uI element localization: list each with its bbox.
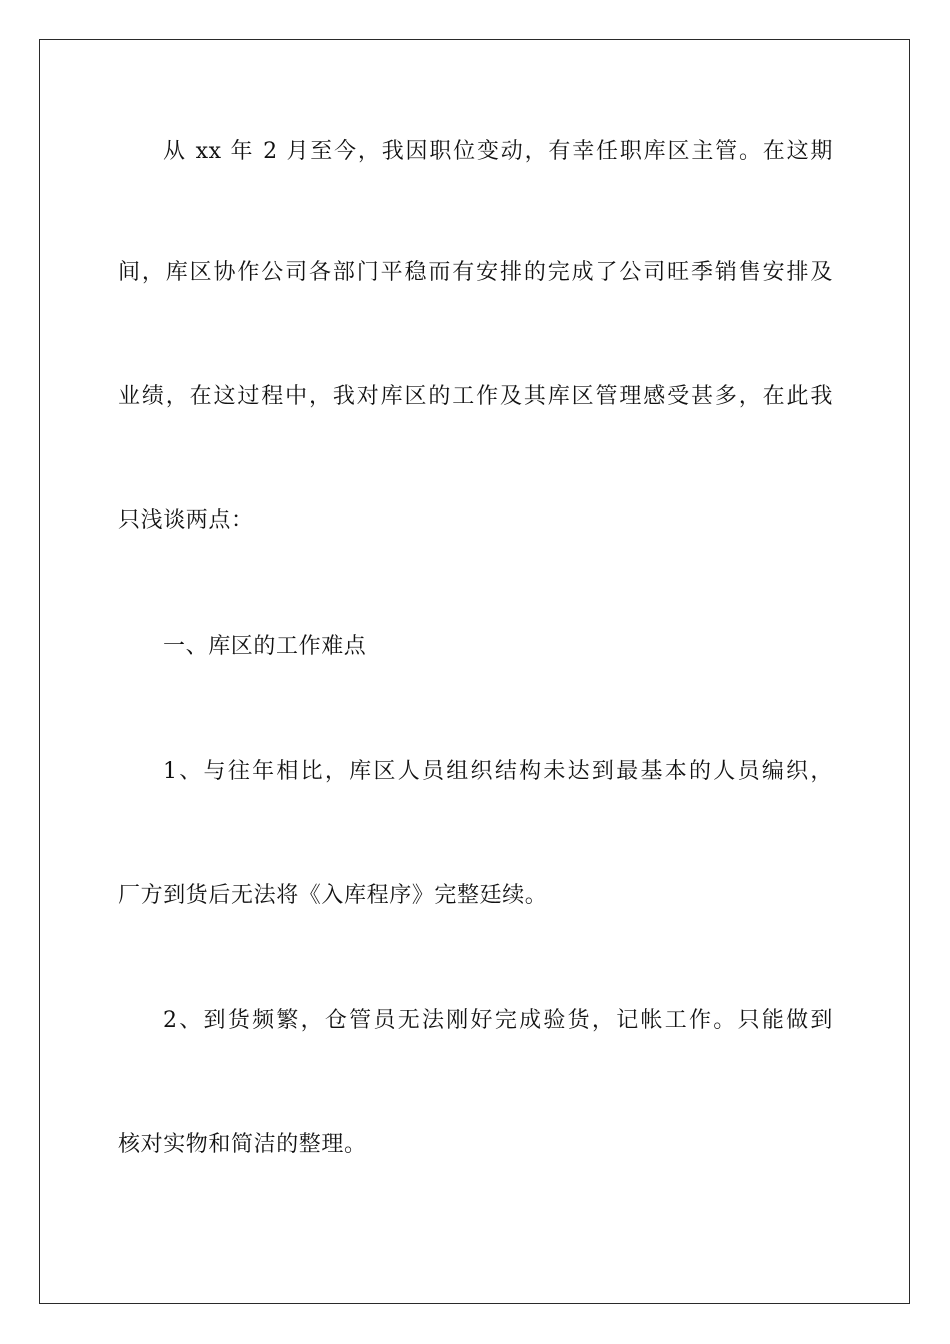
section-heading: 一、库区的工作难点 bbox=[163, 634, 367, 659]
page-border bbox=[39, 39, 910, 1304]
item-2-line-1: 2、到货频繁，仓管员无法刚好完成验货，记帐工作。只能做到 bbox=[163, 1008, 833, 1033]
paragraph-1-line-4: 只浅谈两点： bbox=[118, 508, 254, 533]
paragraph-1-line-1: 从 xx 年 2 月至今，我因职位变动，有幸任职库区主管。在这期 bbox=[163, 139, 833, 164]
item-1-line-1: 1、与往年相比，库区人员组织结构未达到最基本的人员编织， bbox=[163, 759, 833, 784]
paragraph-1-line-2: 间，库区协作公司各部门平稳而有安排的完成了公司旺季销售安排及 bbox=[118, 260, 833, 285]
paragraph-1-line-3: 业绩，在这过程中，我对库区的工作及其库区管理感受甚多，在此我 bbox=[118, 384, 833, 409]
item-2-line-2: 核对实物和简洁的整理。 bbox=[118, 1132, 367, 1157]
item-1-line-2: 厂方到货后无法将《入库程序》完整廷续。 bbox=[118, 883, 548, 908]
